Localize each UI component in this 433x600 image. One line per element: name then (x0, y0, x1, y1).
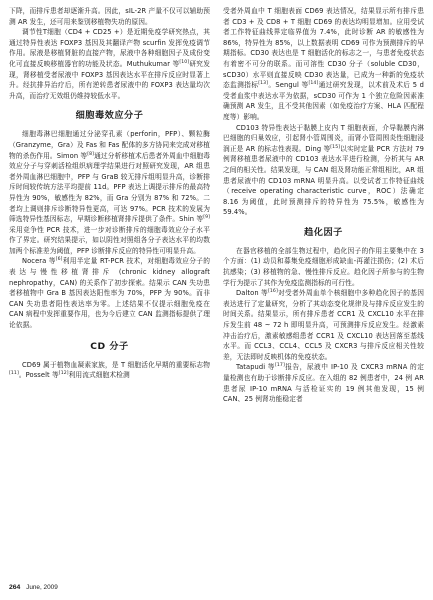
right-column (223, 6, 424, 405)
paragraph: 在器官移植的全部生物过程中，趋化因子的作用主要集中在 3 个方面：(1) 动员和募集免疫细胞形成缺血-再灌注损伤；(2) 术后抗感染；(3) 移植物的急、慢性排斥反应。趋化因子所参与的生物学行为提示了其作为免疫监测指标的可行性。 (223, 246, 424, 287)
citation: [12] (58, 370, 69, 376)
citation: [15] (330, 144, 341, 150)
paragraph: 细胞毒淋巴细胞通过分泌穿孔素（perforin，PFP）、颗粒酶（Granzyme，Gra）及 Fas 和 Fas 配体的多方协同来完成对移植物的杀伤作用。Simon 等[8]通过分析移植术后患者外周血中细胞毒效应分子与穿刺活检组织病理学结果进行对照研究发现，AR 组患者外周血淋巴细胞中，PFP 与 GraB 较无排斥组明显升高，诊断排斥时间较传统方法平均提前 11d。PFP 表达上调提示排斥的最高特异性为 90%，敏感性为 82%，而 Gra 分别为 87% 和 72%。二者均上调则排斥诊断特异性更高，可达 97%。PCR 技术的发展为筛选特异性基因标志，早期诊断移植肾排斥提供了条件。Shin 等[9]采用竞争性 PCR 技术，进一步对诊断排斥的细胞毒效应分子水平作了界定。研究结果提示，如以阴性对照组各分子表达水平的均数加两个标准差为阈值，PFP 诊断排斥反应的特异性可明显升高。 (9, 130, 210, 255)
paragraph: 下降，而排斥患者却逐渐升高。因此，sIL-2R 产量不仅可以辅助预测 AR 发生，还可用来鉴别移植物失功的原因。 (9, 7, 210, 26)
citation: [9] (203, 214, 210, 220)
citation: [11] (9, 370, 19, 376)
citation: [8] (87, 151, 95, 157)
paragraph: CD69 属于植物血凝素家族，是 T 细胞活化早期的重要标志物[11]。Posselt 等[12]利用流式细胞术检测 (9, 360, 210, 380)
citation: [13] (258, 80, 269, 86)
section-heading: 细胞毒效应分子 (75, 110, 144, 122)
page-number: 264 (9, 584, 21, 591)
citation: [16] (268, 289, 278, 295)
page-footer (9, 584, 58, 594)
section-heading: CD 分子 (90, 340, 129, 352)
paragraph: CD103 特异性表达于黏膜上皮内 T 细胞表面，介导黏膜内淋巴细胞的归巢效应，引起肾小管周围炎，而肾小管周围炎性细胞浸润正是 AR 的标志性表现。Ding 等[15]以实时定量 PCR 方法对 79 例肾移植患者尿液中的 CD103 表达水平进行检测，分析其与 AR 之间的相关性。结果发现，与 CAN 组及肾功能正常组相比，AR 组患者尿液中的 CD103 mRNA 明显升高。以受试者工作特征曲线（receive operating characteristic curve，ROC）法确定 8.16 为阈值，此时预测排斥的特异性为 75.5%，敏感性为 59.4%。 (223, 123, 424, 217)
citation: [17] (275, 363, 285, 369)
citation: [14] (308, 80, 319, 86)
paragraph: Nocera 等[6]利用半定量 RT-PCR 技术，对细胞毒效应分子的表达与慢性移植肾排斥 (chronic kidney allograft nephropathy，CAN) 的关系作了初步探索。结果示 CAN 失功患者移植物中 Gra B 基因表达阳性率为 70%，PFP 为 90%。而非 CAN 失功患者阳性表达率为零。上述结果不仅提示细胞免疫在 CAN 病程中发挥重要作用，也为今后建立 CAN 监测指标提供了理论依据。 (9, 257, 210, 330)
section-heading: 趋化因子 (304, 226, 343, 238)
left-column (9, 6, 210, 381)
paragraph: Dalton 等[16]对受者外周血单个核细胞中多种趋化因子的基因表达进行了定量研究，分析了其动态变化规律及与排斥反应发生的时间关系。结果显示，所有排斥患者 CCR1 及 CXCL10 水平在排斥发生前 48 ~ 72 h 即明显升高，可预测排斥反应发生。经激素冲击治疗后，激素敏感组患者 CCR1 及 CXCL10 表达回落至基线水平。而 CCL3、CCL4、CCL5 及 CXCR3 与排斥反应相关性较差，无法即时反映机体的免疫状态。 (223, 289, 424, 361)
paragraph: Tatapudi 等[17]报告，尿液中 IP-10 及 CXCR3 mRNA 的定量检测也有助于诊断排斥反应。在入组的 82 例患者中，24 例 AR 患者尿 IP-10 mRNA 与活检证实的 19 例其他发现，15 例 CAN、25 例肾功能稳定者 (223, 363, 425, 404)
issue-date: June, 2009 (26, 584, 58, 591)
paragraph: 调节性T细胞（CD4 + CD25 +）是近期免疫学研究热点，其通过特异性表达 FOXP3 基因及其翻译产物 scurfin 发挥免疫调节作用。尿液是移植肾脏的直接产物，尿液中各种细胞因子及成份变化可直接反映移植器官的功能及状态。Muthukumar 等[10]研究发现，肾移植受者尿液中 FOXP3 基因表达水平在排斥反应时显著上升。经抗排异治疗后，所有逆转患者尿液中的 FOXP3 表达量均次升高，而治疗无效组仍维持较低水平。 (9, 28, 210, 100)
paragraph: 受者外周血中 T 细胞表面 CD69 表达情况，结果显示所有排斥患者 CD3 + 及 CD8 + T 细胞 CD69 的表达均明显增加。应用受试者工作特征曲线界定临界值为 7.4%，此时诊断 AR 的敏感性为 86%，特异性为 85%，以上数据表明 CD69 可作为预测排斥的早期指标。CD30 表达也是 T 细胞活化的标志之一，与患者免疫状态有着密不可分的联系。而可溶性 CD30 分子（soluble CD30，sCD30）水平则直接反映 CD30 表达量，已成为一种新的免疫状态监测指标[13]。Sengul 等[14]通过研究发现，以术前及术后 5 d 受者血浆中表达水平为依据，sCD30 可作为 1 个独立危险因素准确预测 AR 发生，且不受其他因素（如免疫治疗方案、HLA 匹配程度等）影响。 (223, 7, 424, 121)
citation: [10] (179, 59, 190, 65)
citation: [6] (55, 257, 63, 263)
